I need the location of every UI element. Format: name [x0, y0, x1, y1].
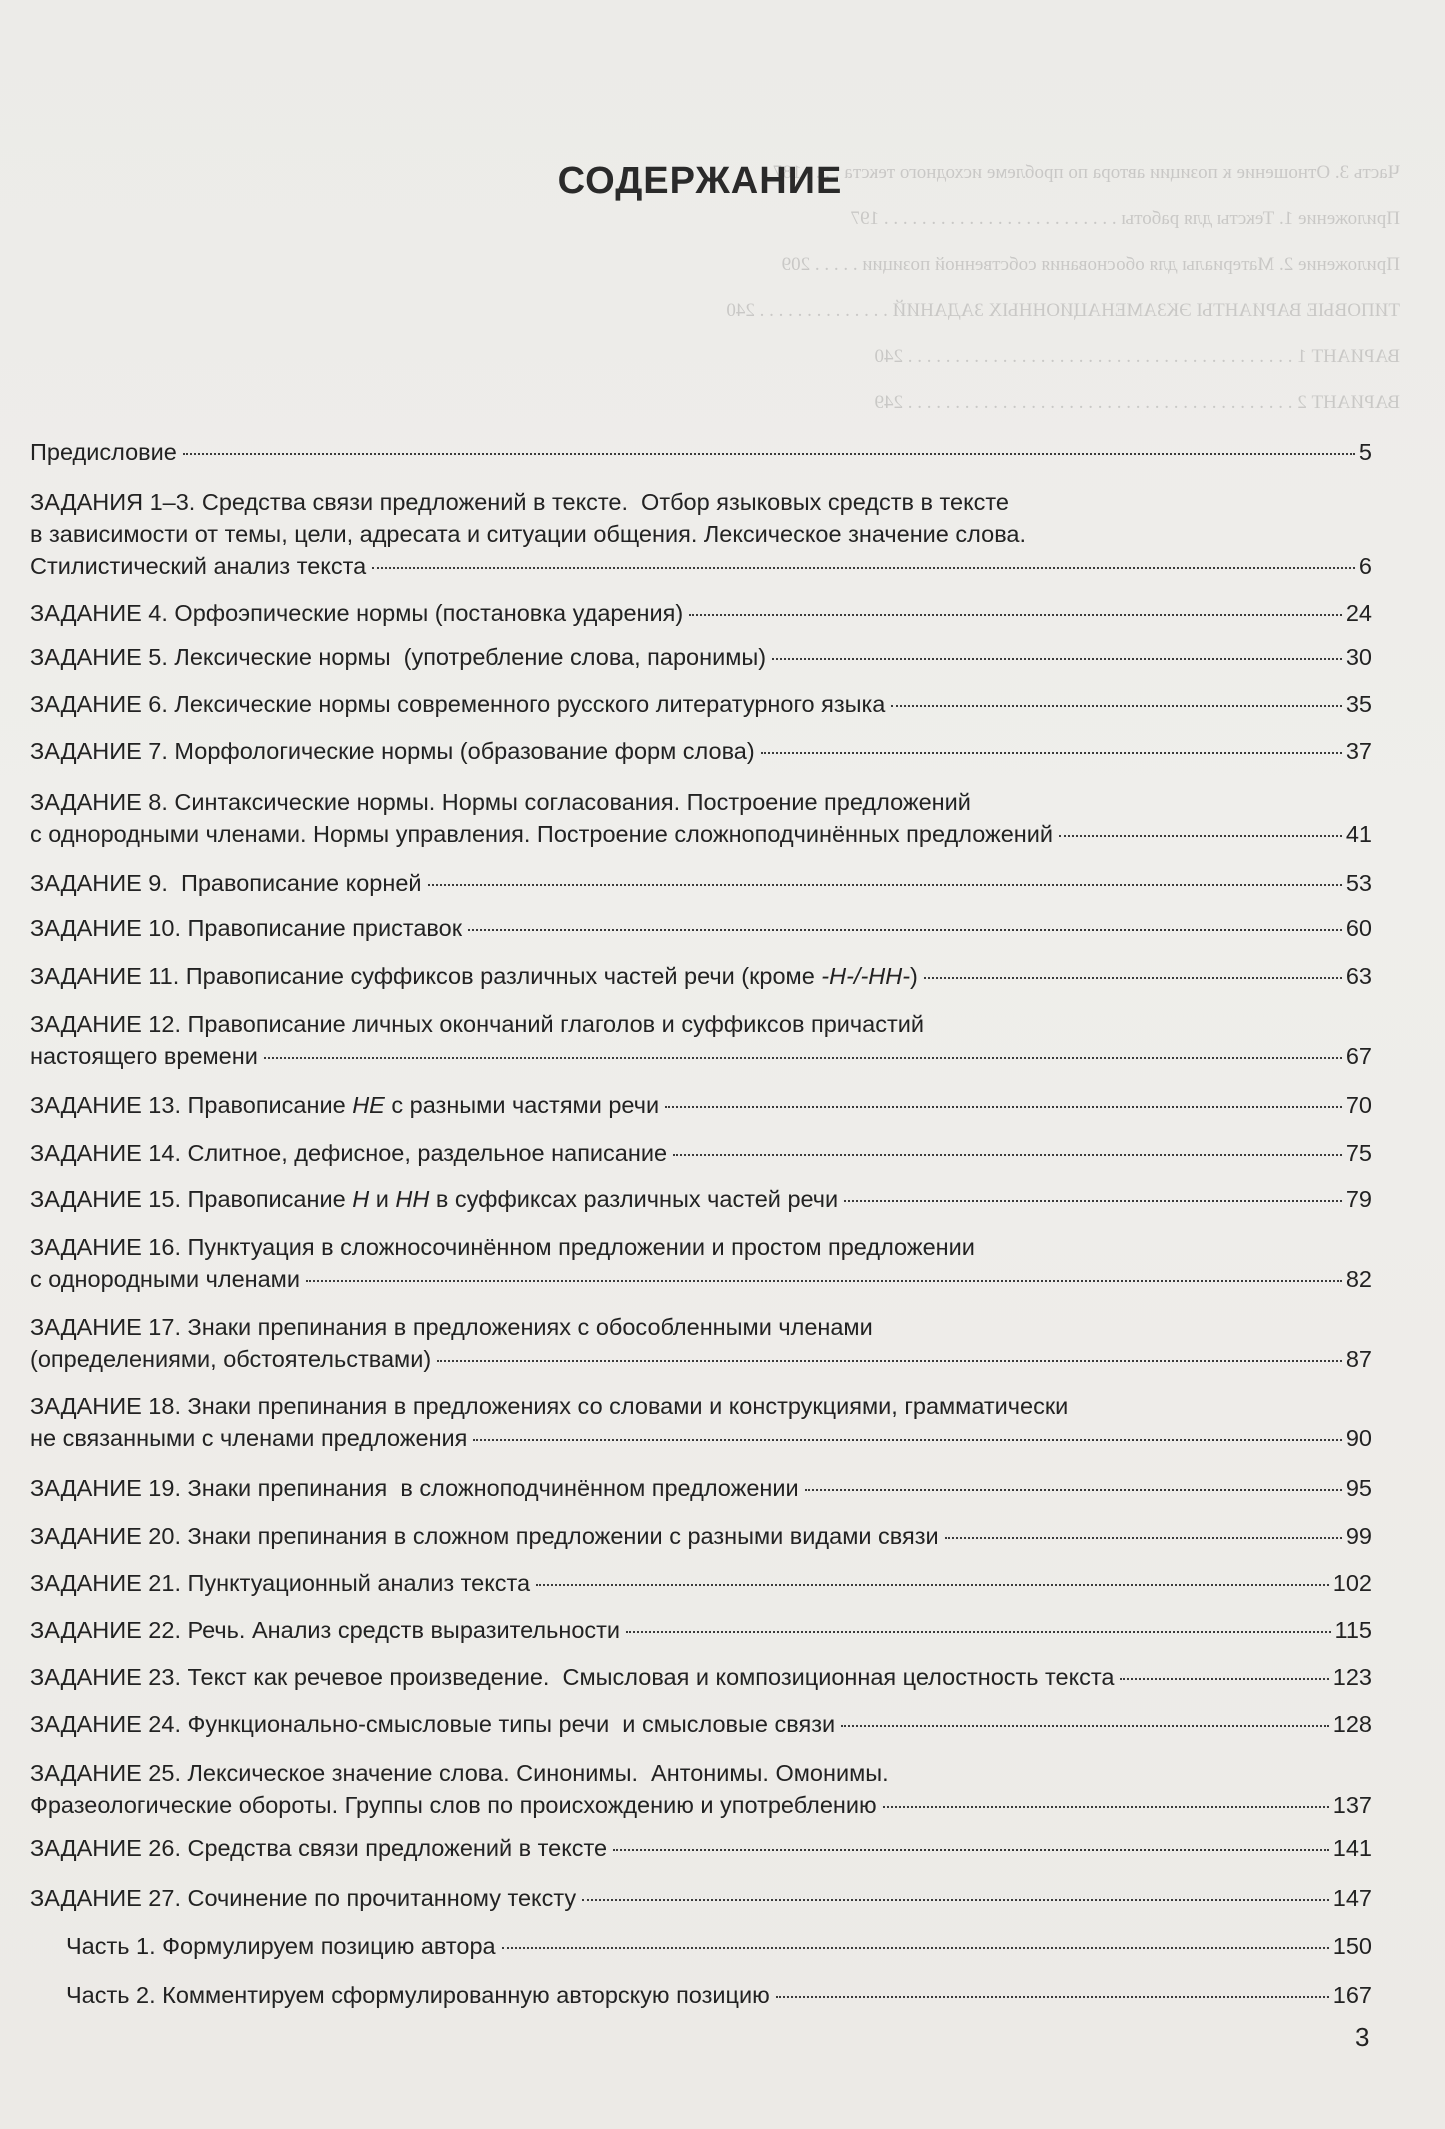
toc-entry-text: Часть 2. Комментируем сформулированную авторскую позицию [66, 1982, 770, 2008]
toc-entry [30, 597, 1372, 629]
toc-entry [30, 1183, 1372, 1215]
bleed-line: Приложение 2. Материалы для обоснования собственной позиции . . . . . 209 [781, 254, 1400, 275]
toc-page-number: 150 [1332, 1933, 1372, 1959]
dot-leader [502, 1947, 1329, 1949]
toc-page-number: 167 [1332, 1982, 1372, 2008]
toc-page-number: 99 [1345, 1523, 1372, 1549]
toc-entry [30, 1390, 1372, 1454]
toc-entry-text: ЗАДАНИЕ 17. Знаки препинания в предложениях с обособленными членами [30, 1314, 873, 1340]
toc-entry-text: ЗАДАНИЕ 12. Правописание личных окончаний глаголов и суффиксов причастий [30, 1011, 924, 1037]
dot-leader [673, 1154, 1342, 1156]
toc-page-number: 53 [1345, 870, 1372, 896]
toc-entry-text: ЗАДАНИЕ 8. Синтаксические нормы. Нормы согласования. Построение предложений [30, 789, 971, 815]
toc-entry [30, 1708, 1372, 1740]
bleed-line: Часть 3. Отношение к позиции автора по проблеме исходного текста . . . . 187 [773, 162, 1400, 183]
toc-entry-text: ЗАДАНИЕ 20. Знаки препинания в сложном предложении с разными видами связи [30, 1523, 939, 1549]
dot-leader [883, 1806, 1329, 1808]
dot-leader [772, 658, 1342, 660]
dot-leader [428, 884, 1342, 886]
dot-leader [924, 977, 1342, 979]
toc-entry [30, 688, 1372, 720]
toc-page-number: 37 [1345, 738, 1372, 764]
dot-leader [761, 752, 1342, 754]
toc-page-number: 141 [1332, 1835, 1372, 1861]
toc-entry-text: ЗАДАНИЕ 9. Правописание корней [30, 870, 422, 896]
toc-page-number: 70 [1345, 1092, 1372, 1118]
dot-leader [665, 1106, 1342, 1108]
toc-page-number: 102 [1332, 1570, 1372, 1596]
toc-page-number: 87 [1345, 1346, 1372, 1372]
toc-entry-text: Часть 1. Формулируем позицию автора [66, 1933, 496, 1959]
toc-page-number: 24 [1345, 600, 1372, 626]
toc-page-number: 63 [1345, 963, 1372, 989]
dot-leader [536, 1584, 1329, 1586]
toc-page-number: 79 [1345, 1186, 1372, 1212]
dot-leader [841, 1725, 1329, 1727]
dot-leader [1120, 1678, 1328, 1680]
toc-entry [30, 1567, 1372, 1599]
toc-page-number: 90 [1345, 1425, 1372, 1451]
dot-leader [183, 453, 1355, 455]
dot-leader [372, 567, 1355, 569]
toc-entry-text: с однородными членами. Нормы управления. Построение сложноподчинённых предложений [30, 821, 1054, 847]
page-title: СОДЕРЖАНИЕ [557, 160, 843, 202]
toc-page-number: 67 [1345, 1043, 1372, 1069]
toc-page-number: 6 [1358, 553, 1372, 579]
dot-leader [805, 1489, 1342, 1491]
toc-entry-text: (определениями, обстоятельствами) [30, 1346, 432, 1372]
toc-entry [30, 1472, 1372, 1504]
dot-leader [437, 1360, 1342, 1362]
dot-leader [891, 705, 1342, 707]
toc-entry-text: с разными частями речи [384, 1092, 660, 1118]
toc-entry [30, 1137, 1372, 1169]
bleed-line: ТИПОВЫЕ ВАРИАНТЫ ЭКЗАМЕНАЦИОННЫХ ЗАДАНИЙ . . . . . . . . . . . . . . 240 [726, 300, 1400, 321]
dot-leader [473, 1439, 1341, 1441]
toc-page-number: 147 [1332, 1885, 1372, 1911]
toc-entry [30, 1614, 1372, 1646]
toc-entry-text: ЗАДАНИЕ 10. Правописание приставок [30, 915, 463, 941]
toc-entry-text: ЗАДАНИЕ 13. Правописание [30, 1092, 353, 1118]
toc-entry [30, 1882, 1372, 1914]
bleed-line: Приложение 1. Тексты для работы . . . . . . . . . . . . . . . . . . . . . . . . . 197 [850, 208, 1400, 229]
toc-entry [30, 1089, 1372, 1121]
toc-page-number: 128 [1332, 1711, 1372, 1737]
toc-entry-italic: Н [352, 1186, 370, 1212]
toc-entry-text: Стилистический анализ текста [30, 553, 367, 579]
toc-entry-text: ЗАДАНИЕ 21. Пунктуационный анализ текста [30, 1570, 531, 1596]
toc-page-number: 60 [1345, 915, 1372, 941]
toc-page-number: 115 [1334, 1617, 1372, 1643]
toc-entry-italic: НН [395, 1186, 430, 1212]
toc-entry-text: в зависимости от темы, цели, адресата и ситуации общения. Лексическое значение слова. [30, 521, 1027, 547]
toc-entry [30, 1231, 1372, 1295]
toc-entry-text: ЗАДАНИЕ 7. Морфологические нормы (образование форм слова) [30, 738, 755, 764]
toc-entry-text: ЗАДАНИЕ 27. Сочинение по прочитанному тексту [30, 1885, 577, 1911]
toc-entry [30, 1520, 1372, 1552]
toc-entry-italic: -Н-/-НН- [821, 963, 911, 989]
bleed-line: ВАРИАНТ 1 . . . . . . . . . . . . . . . . . . . . . . . . . . . . . . . . . . . . . . . . . 240 [874, 346, 1400, 367]
toc-entry-text: ЗАДАНИЕ 22. Речь. Анализ средств выразительности [30, 1617, 621, 1643]
toc-entry [30, 735, 1372, 767]
toc-page-number: 30 [1345, 644, 1372, 670]
toc-entry [30, 1008, 1372, 1072]
toc-page-number: 41 [1345, 821, 1372, 847]
toc-page-number: 35 [1345, 691, 1372, 717]
dot-leader [626, 1631, 1330, 1633]
toc-entry-text: ЗАДАНИЕ 25. Лексическое значение слова. Синонимы. Антонимы. Омонимы. [30, 1760, 889, 1786]
toc-entry-text: ЗАДАНИЕ 16. Пунктуация в сложносочинённом предложении и простом предложении [30, 1234, 975, 1260]
dot-leader [844, 1200, 1342, 1202]
toc-entry-text: в суффиксах различных частей речи [429, 1186, 839, 1212]
toc-entry [30, 1979, 1372, 2011]
toc-entry-text: не связанными с членами предложения [30, 1425, 468, 1451]
toc-entry-text: ЗАДАНИЕ 14. Слитное, дефисное, раздельное написание [30, 1140, 668, 1166]
dot-leader [776, 1996, 1329, 1998]
toc-entry-text: ЗАДАНИЕ 18. Знаки препинания в предложениях со словами и конструкциями, грамматически [30, 1393, 1069, 1419]
toc-entry-text: ЗАДАНИЕ 23. Текст как речевое произведение. Смысловая и композиционная целостность текста [30, 1664, 1115, 1690]
toc-entry [30, 1757, 1372, 1821]
toc-entry-text: ЗАДАНИЕ 6. Лексические нормы современного русского литературного языка [30, 691, 886, 717]
toc-entry-text: настоящего времени [30, 1043, 258, 1069]
toc-entry [30, 641, 1372, 673]
toc-entry [30, 912, 1372, 944]
dot-leader [582, 1899, 1329, 1901]
toc-entry-text: Фразеологические обороты. Группы слов по происхождению и употреблению [30, 1792, 877, 1818]
toc-page-number: 95 [1345, 1475, 1372, 1501]
toc-entry-text: ЗАДАНИЕ 15. Правописание [30, 1186, 353, 1212]
toc-entry [30, 1661, 1372, 1693]
dot-leader [689, 614, 1342, 616]
dot-leader [264, 1057, 1342, 1059]
toc-entry-text: ЗАДАНИЕ 11. Правописание суффиксов различных частей речи (кроме [30, 963, 822, 989]
dot-leader [306, 1280, 1342, 1282]
toc-entry-text: ЗАДАНИЕ 24. Функционально-смысловые типы речи и смысловые связи [30, 1711, 836, 1737]
toc-entry [30, 867, 1372, 899]
dot-leader [468, 929, 1342, 931]
toc-entry [30, 960, 1372, 992]
toc-entry-text: Предисловие [30, 439, 177, 465]
toc-entry [30, 1930, 1372, 1962]
dot-leader [945, 1537, 1342, 1539]
toc-entry-text: ЗАДАНИЯ 1–3. Средства связи предложений в тексте. Отбор языковых средств в тексте [30, 489, 1009, 515]
toc-page-number: 137 [1332, 1792, 1372, 1818]
toc-entry-text: ЗАДАНИЕ 4. Орфоэпические нормы (постановка ударения) [30, 600, 684, 626]
toc-page-number: 82 [1345, 1266, 1372, 1292]
toc-entry [30, 1311, 1372, 1375]
dot-leader [1059, 835, 1342, 837]
toc-entry [30, 486, 1372, 582]
toc-page-number: 75 [1345, 1140, 1372, 1166]
toc-entry-text: ЗАДАНИЕ 26. Средства связи предложений в тексте [30, 1835, 608, 1861]
toc-entry-text: ЗАДАНИЕ 5. Лексические нормы (употребление слова, паронимы) [30, 644, 767, 670]
dot-leader [613, 1849, 1329, 1851]
toc-entry-text: ЗАДАНИЕ 19. Знаки препинания в сложноподчинённом предложении [30, 1475, 799, 1501]
toc-page-number: 5 [1358, 439, 1372, 465]
toc-entry [30, 436, 1372, 468]
bleed-line: ВАРИАНТ 2 . . . . . . . . . . . . . . . . . . . . . . . . . . . . . . . . . . . . . . . . . 249 [874, 392, 1400, 413]
toc-entry-italic: НЕ [352, 1092, 385, 1118]
toc-entry [30, 786, 1372, 850]
toc-entry-text: ) [910, 963, 918, 989]
toc-entry-text: с однородными членами [30, 1266, 300, 1292]
page-number: 3 [1355, 2022, 1370, 2052]
toc-entry-text: и [369, 1186, 396, 1212]
toc-page-number: 123 [1332, 1664, 1372, 1690]
toc-entry [30, 1832, 1372, 1864]
